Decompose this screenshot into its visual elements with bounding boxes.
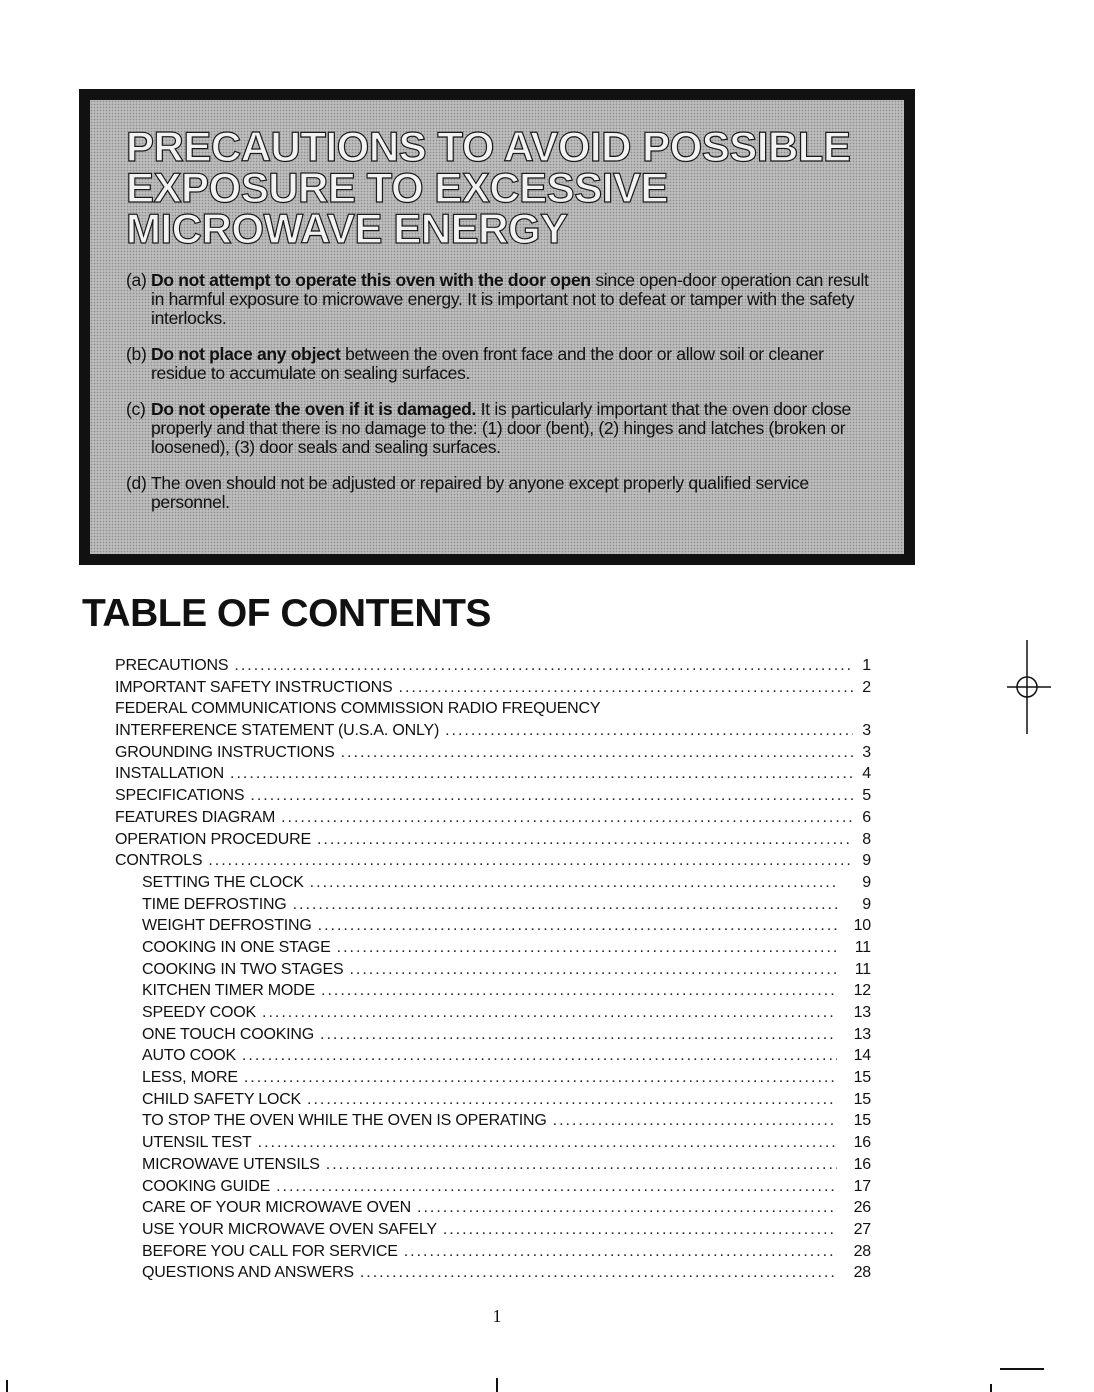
toc-entry-page: 28 [853, 1242, 871, 1260]
toc-entry [115, 896, 871, 918]
toc-entry-label: USE YOUR MICROWAVE OVEN SAFELY [142, 1220, 437, 1238]
toc-leader-dots [262, 1004, 837, 1022]
toc-entry [115, 1004, 871, 1026]
toc-entry-page: 26 [853, 1199, 871, 1217]
precaution-letter: (c) [126, 399, 146, 419]
toc-entry-page: 27 [853, 1220, 871, 1238]
precaution-letter: (d) [126, 473, 147, 493]
toc-entry-label: BEFORE YOU CALL FOR SERVICE [142, 1242, 398, 1260]
toc-entry-page: 17 [853, 1177, 871, 1195]
precaution-text: It is particularly important that the oven door close properly and that there is no damage to the: (1) door (bent), (2) hinges and latches (broken or loosened), (3) door seals and sealing surfaces. [151, 399, 851, 457]
toc-entry [115, 679, 871, 701]
toc-entry-page: 11 [854, 960, 871, 978]
toc-entry-page: 1 [862, 657, 871, 674]
toc-entry-page: 3 [862, 743, 871, 761]
toc-leader-dots [326, 1156, 837, 1174]
toc-entry-page: 13 [853, 1025, 871, 1043]
toc-entry [115, 744, 871, 766]
toc-entry-page: 3 [862, 722, 871, 740]
toc-leader-dots [417, 1199, 837, 1217]
crop-mark [6, 1380, 8, 1392]
toc-entry-label: LESS, MORE [142, 1069, 238, 1087]
precaution-bold-text: Do not operate the oven if it is damaged. [151, 399, 477, 419]
precaution-bold-text: Do not attempt to operate this oven with the door open [151, 270, 591, 290]
table-of-contents [115, 657, 871, 1286]
toc-leader-dots [349, 961, 837, 979]
toc-entry [115, 1243, 871, 1265]
toc-entry [115, 700, 871, 722]
precaution-letter: (b) [126, 344, 147, 364]
toc-entry-label: UTENSIL TEST [142, 1134, 252, 1152]
warning-title-line: EXPOSURE TO EXCESSIVE [126, 164, 668, 211]
toc-leader-dots [337, 939, 837, 957]
toc-entry-page: 16 [853, 1155, 871, 1173]
toc-entry-label: COOKING GUIDE [142, 1177, 271, 1195]
registration-mark-icon [1005, 640, 1055, 734]
toc-entry [115, 765, 871, 787]
toc-entry-label: AUTO COOK [142, 1047, 236, 1065]
toc-entry-label: CARE OF YOUR MICROWAVE OVEN [142, 1199, 411, 1217]
toc-leader-dots [208, 852, 853, 870]
toc-entry [115, 852, 871, 874]
toc-entry [115, 982, 871, 1004]
toc-entry [115, 657, 871, 679]
toc-entry-label: COOKING IN TWO STAGES [142, 960, 344, 978]
precaution-item-b [126, 345, 874, 383]
precaution-item-d [126, 474, 874, 512]
warning-title [126, 123, 874, 252]
toc-leader-dots [317, 831, 853, 849]
crop-mark [496, 1378, 498, 1392]
toc-entry-page: 15 [853, 1069, 871, 1087]
toc-entry-page: 6 [862, 808, 871, 826]
toc-leader-dots [293, 896, 837, 914]
toc-entry [115, 787, 871, 809]
toc-entry-page: 5 [862, 787, 871, 805]
toc-leader-dots [307, 1091, 837, 1109]
toc-entry-page: 10 [853, 917, 871, 935]
toc-entry [115, 939, 871, 961]
toc-entry-label: TO STOP THE OVEN WHILE THE OVEN IS OPERATING [142, 1112, 547, 1130]
toc-entry-page: 12 [853, 982, 871, 1000]
toc-entry [115, 1026, 871, 1048]
toc-entry-page: 15 [853, 1090, 871, 1108]
toc-entry-label: CHILD SAFETY LOCK [142, 1090, 302, 1108]
toc-entry-page: 9 [862, 895, 871, 913]
warning-title-line: PRECAUTIONS TO AVOID POSSIBLE [126, 123, 851, 170]
toc-entry [115, 722, 871, 744]
toc-leader-dots [399, 679, 854, 697]
toc-leader-dots [553, 1112, 837, 1130]
precaution-bold-text: Do not place any object [151, 344, 341, 364]
toc-entry-label: SPEEDY COOK [142, 1004, 256, 1021]
toc-entry [115, 809, 871, 831]
toc-leader-dots [341, 744, 853, 762]
toc-entry-label: PRECAUTIONS [115, 657, 229, 674]
toc-entry [115, 874, 871, 896]
toc-entry [115, 1264, 871, 1286]
toc-leader-dots [443, 1221, 837, 1239]
toc-leader-dots [320, 1026, 837, 1044]
toc-entry-label: INSTALLATION [115, 765, 225, 783]
toc-entry [115, 1047, 871, 1069]
toc-entry-page: 13 [853, 1004, 871, 1021]
toc-leader-dots [318, 917, 837, 935]
toc-entry-label: FEDERAL COMMUNICATIONS COMMISSION RADIO FREQUENCY [115, 700, 601, 718]
toc-entry-label: MICROWAVE UTENSILS [142, 1155, 320, 1173]
toc-leader-dots [258, 1134, 837, 1152]
toc-entry-page: 9 [862, 852, 871, 870]
toc-entry-label: QUESTIONS AND ANSWERS [142, 1264, 354, 1282]
toc-entry [115, 917, 871, 939]
toc-leader-dots [404, 1243, 837, 1261]
toc-leader-dots [281, 809, 853, 827]
toc-entry [115, 1221, 871, 1243]
toc-entry-label: FEATURES DIAGRAM [115, 808, 276, 826]
toc-entry-page: 8 [862, 830, 871, 848]
toc-entry-label: SETTING THE CLOCK [142, 873, 304, 891]
toc-entry-label: INTERFERENCE STATEMENT (U.S.A. ONLY) [115, 722, 440, 740]
toc-entry-label: COOKING IN ONE STAGE [142, 938, 331, 956]
toc-leader-dots [276, 1178, 837, 1196]
toc-entry [115, 1091, 871, 1113]
toc-entry-label: KITCHEN TIMER MODE [142, 982, 316, 1000]
toc-entry-label: IMPORTANT SAFETY INSTRUCTIONS [115, 678, 393, 696]
toc-entry-label: OPERATION PROCEDURE [115, 830, 311, 848]
toc-entry-page: 11 [854, 938, 871, 956]
toc-leader-dots [445, 722, 853, 740]
toc-entry [115, 1134, 871, 1156]
warning-panel [90, 100, 904, 554]
crop-mark [1000, 1368, 1044, 1370]
page-number: 1 [492, 1306, 502, 1326]
toc-entry [115, 1178, 871, 1200]
toc-leader-dots [250, 787, 853, 805]
toc-entry [115, 961, 871, 983]
toc-leader-dots [234, 657, 853, 675]
precaution-text: The oven should not be adjusted or repaired by anyone except properly qualified service personnel. [151, 473, 809, 512]
toc-heading: TABLE OF CONTENTS [82, 592, 491, 635]
toc-entry-page: 2 [862, 678, 871, 696]
precaution-item-a [126, 271, 874, 328]
warning-title-line: MICROWAVE ENERGY [126, 205, 568, 252]
toc-entry-page: 14 [853, 1047, 871, 1065]
toc-leader-dots [244, 1069, 837, 1087]
precaution-text: between the oven front face and the door or allow soil or cleaner residue to accumulate on sealing surfaces. [151, 344, 824, 383]
toc-leader-dots [321, 982, 837, 1000]
toc-entry [115, 1199, 871, 1221]
toc-entry [115, 1069, 871, 1091]
toc-entry-page: 28 [853, 1264, 871, 1282]
crop-mark [990, 1384, 992, 1392]
toc-entry [115, 831, 871, 853]
toc-entry-page: 4 [862, 765, 871, 783]
precaution-text: since open-door operation can result in harmful exposure to microwave energy. It is important not to defeat or tamper with the safety interlocks. [151, 270, 869, 328]
toc-leader-dots [230, 765, 853, 783]
toc-entry-page: 15 [853, 1112, 871, 1130]
toc-entry-label: WEIGHT DEFROSTING [142, 917, 312, 935]
toc-leader-dots [310, 874, 837, 892]
toc-entry-page: 9 [862, 873, 871, 891]
toc-entry-label: SPECIFICATIONS [115, 787, 245, 805]
toc-entry [115, 1112, 871, 1134]
toc-entry-label: CONTROLS [115, 852, 203, 870]
toc-entry [115, 1156, 871, 1178]
toc-entry-label: ONE TOUCH COOKING [142, 1025, 315, 1043]
toc-entry-label: GROUNDING INSTRUCTIONS [115, 743, 335, 761]
precautions-warning-box [79, 89, 915, 565]
toc-leader-dots [242, 1047, 837, 1065]
toc-entry-page: 16 [853, 1134, 871, 1152]
toc-entry-label: TIME DEFROSTING [142, 895, 287, 913]
precaution-letter: (a) [126, 270, 147, 290]
toc-leader-dots [360, 1264, 837, 1282]
precaution-item-c [126, 400, 874, 457]
